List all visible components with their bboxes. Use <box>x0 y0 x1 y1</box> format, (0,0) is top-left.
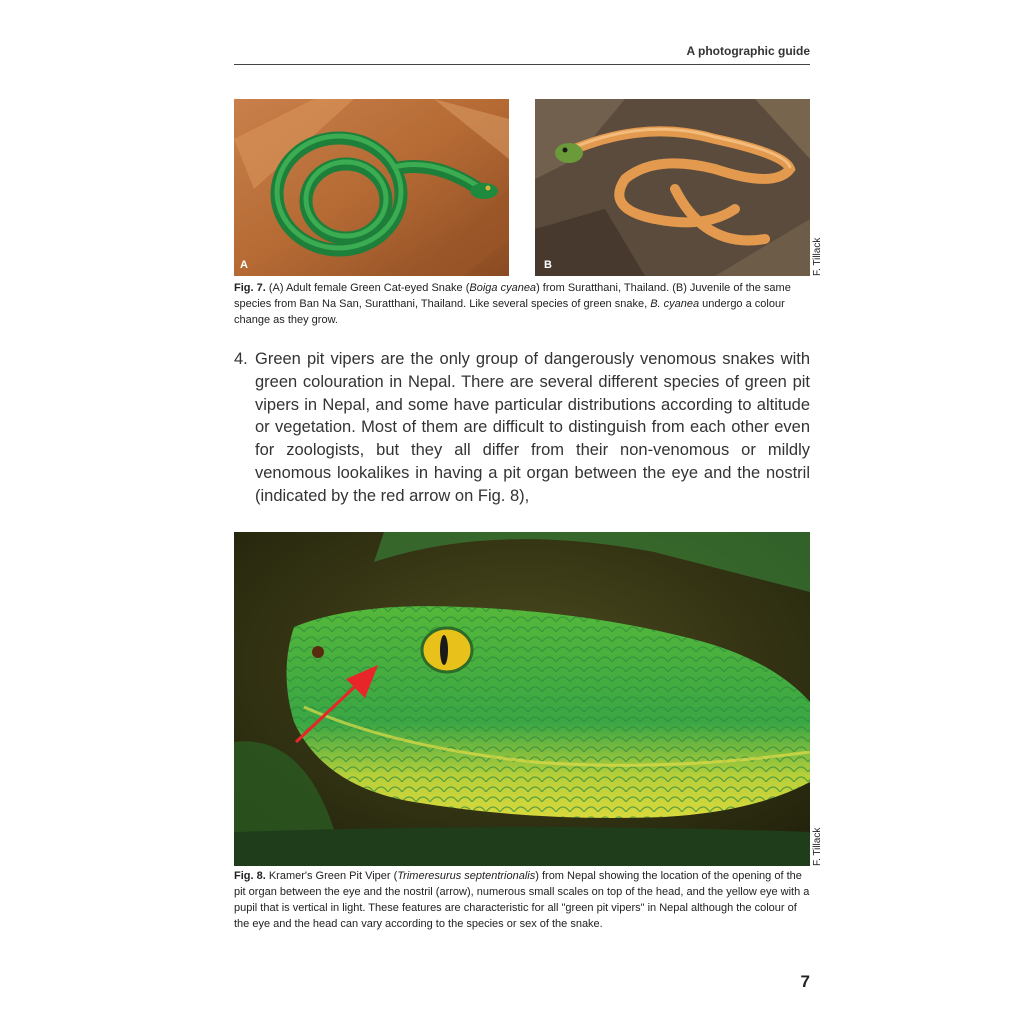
red-arrow <box>234 532 810 866</box>
figure-7-species-name: Boiga cyanea <box>469 282 537 294</box>
figure-7-label: Fig. 7. <box>234 282 266 294</box>
figure-7-photo-credit: F. Tillack <box>812 237 823 276</box>
figure-8-species-name: Trimeresurus septentrionalis <box>397 870 536 882</box>
figure-7a-photo <box>234 99 509 276</box>
figure-8-label: Fig. 8. <box>234 870 266 882</box>
figure-7-caption <box>234 280 810 328</box>
figure-8-caption-text-2: ) from Nepal showing the location of the opening of the pit organ between the eye and the nostril (arrow), numerous small scales on top of the head, and the yellow eye with a pupil that is vertical in light. These features are characteristic for all "green pit vipers" in Nepal although the colour of the eye and the head can vary according to the species or sex of the snake. <box>234 870 810 930</box>
figure-7-caption-text-3: undergo a colour change as they grow. <box>234 298 785 326</box>
figure-7-caption-text-1: (A) Adult female Green Cat-eyed Snake ( <box>265 282 470 294</box>
header-rule <box>234 64 810 65</box>
paragraph-number: 4. <box>234 350 248 368</box>
running-head: A photographic guide <box>686 44 810 58</box>
figure-7-panel-b-label: B <box>544 259 552 271</box>
figure-7-caption-text-2: ) from Suratthani, Thailand. (B) Juvenile of the same species from Ban Na San, Suratthani, Thailand. Like several species of green snake, <box>234 282 791 310</box>
figure-8-caption <box>234 868 810 932</box>
paragraph-text: Green pit vipers are the only group of dangerously venomous snakes with green colouration in Nepal. There are several different species of green pit vipers in Nepal, and some have particular distributions according to altitude or vegetation. Most of them are difficult to distinguish from each other even for zoologists, but they all differ from their non-venomous or mildly venomous lookalikes in having a pit organ between the eye and the nostril (indicated by the red arrow on Fig. 8), <box>255 350 810 505</box>
figure-7-panel-a-label: A <box>240 259 248 271</box>
figure-7-species-abbrev: B. cyanea <box>650 298 700 310</box>
figure-8-photo <box>234 532 810 866</box>
page-number: 7 <box>800 972 810 991</box>
figure-8-caption-text-1: Kramer's Green Pit Viper ( <box>265 870 398 882</box>
figure-7b-photo <box>535 99 810 276</box>
numbered-paragraph <box>234 348 810 508</box>
figure-8-photo-credit: F. Tillack <box>812 827 823 866</box>
